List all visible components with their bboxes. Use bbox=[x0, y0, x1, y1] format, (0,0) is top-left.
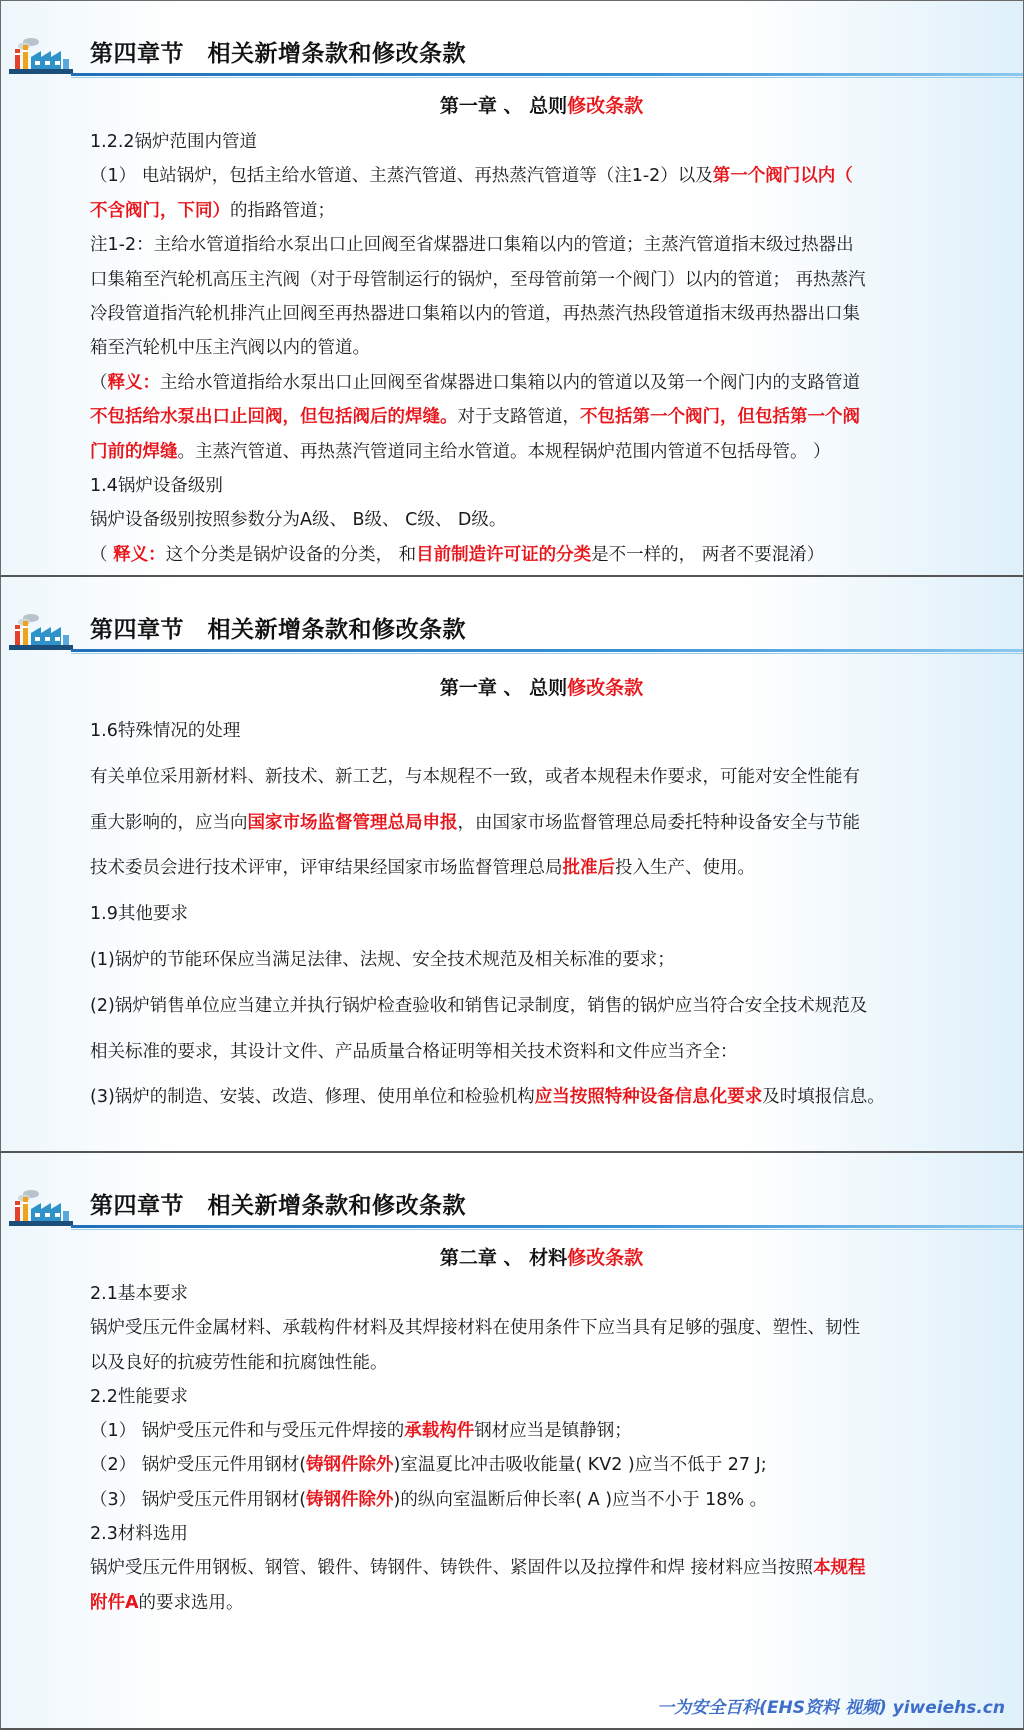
paragraph-line: （3） 锅炉受压元件用钢材(铸钢件除外)的纵向室温断后伸长率( A )应当不小于 18% 。 bbox=[90, 1489, 768, 1510]
paragraph-line: （2） 锅炉受压元件用钢材(铸钢件除外)室温夏比冲击吸收能量( KV2 )应当不低于 27 J; bbox=[90, 1455, 767, 1476]
header-rule bbox=[71, 73, 1023, 76]
paragraph-line: (3)锅炉的制造、安装、改造、修理、使用单位和检验机构应当按照特种设备信息化要求及时填报信息。 bbox=[90, 1087, 885, 1108]
slide-header bbox=[1, 577, 1023, 661]
factory-icon bbox=[9, 37, 77, 77]
paragraph-line: 锅炉受压元件用钢板、钢管、锻件、铸钢件、铸铁件、紧固件以及拉撑件和焊 接材料应当按照本规程 bbox=[90, 1558, 866, 1579]
paragraph-line: （释义：主给水管道指给水泵出口止回阀至省煤器进口集箱以内的管道以及第一个阀门内的支路管道 bbox=[90, 372, 860, 393]
paragraph-line: 冷段管道指汽轮机排汽止回阀至再热器进口集箱以内的管道，再热蒸汽热段管道指末级再热器出口集 bbox=[90, 304, 860, 325]
paragraph-line: 注1-2：主给水管道指给水泵出口止回阀至省煤器进口集箱以内的管道；主蒸汽管道指末级过热器出 bbox=[90, 235, 854, 256]
paragraph-line: 锅炉设备级别按照参数分为A级、 B级、 C级、 D级。 bbox=[90, 510, 507, 531]
paragraph-line: 2.1基本要求 bbox=[90, 1284, 188, 1304]
paragraph-line: 不含阀门，下同）的指路管道； bbox=[90, 200, 335, 221]
header-rule bbox=[71, 649, 1023, 652]
paragraph-line: 1.4锅炉设备级别 bbox=[90, 476, 223, 497]
paragraph-line: (2)锅炉销售单位应当建立并执行锅炉检查验收和销售记录制度，销售的锅炉应当符合安全技术规范及 bbox=[90, 995, 868, 1016]
slide-header bbox=[1, 1153, 1023, 1237]
slide-body bbox=[90, 1241, 963, 1620]
slide-title: 第四章节 相关新增条款和修改条款 bbox=[90, 41, 466, 67]
paragraph-line: 不包括给水泵出口止回阀，但包括阀后的焊缝。对于支路管道，不包括第一个阀门，但包括第一个阀 bbox=[90, 407, 860, 428]
paragraph-line: 箱至汽轮机中压主汽阀以内的管道。 bbox=[90, 338, 370, 359]
paragraph-line: 锅炉受压元件金属材料、承载构件材料及其焊接材料在使用条件下应当具有足够的强度、塑性、韧性 bbox=[90, 1318, 860, 1339]
paragraph-line: 2.3材料选用 bbox=[90, 1524, 188, 1545]
paragraph-line: 门前的焊缝。主蒸汽管道、再热蒸汽管道同主给水管道。本规程锅炉范围内管道不包括母管。 ） bbox=[90, 441, 831, 462]
slide-header bbox=[1, 1, 1023, 85]
factory-icon bbox=[9, 1189, 77, 1229]
paragraph-line: 附件A的要求选用。 bbox=[90, 1592, 244, 1613]
paragraph-line: 口集箱至汽轮机高压主汽阀（对于母管制运行的锅炉，至母管前第一个阀门）以内的管道； 再热蒸汽 bbox=[90, 269, 866, 290]
paragraph-line: 技术委员会进行技术评审，评审结果经国家市场监督管理总局批准后投入生产、使用。 bbox=[90, 858, 755, 879]
paragraph-line: (1)锅炉的节能环保应当满足法律、法规、安全技术规范及相关标准的要求； bbox=[90, 949, 675, 970]
slide-2 bbox=[0, 577, 1024, 1153]
paragraph-line: （ 释义：这个分类是锅炉设备的分类， 和目前制造许可证的分类是不一样的， 两者不要混淆） bbox=[90, 544, 825, 565]
slide-title: 第四章节 相关新增条款和修改条款 bbox=[90, 617, 466, 643]
header-rule-thin bbox=[71, 653, 1023, 654]
header-rule-thin bbox=[71, 77, 1023, 78]
header-rule-thin bbox=[71, 1229, 1023, 1230]
slide-title: 第四章节 相关新增条款和修改条款 bbox=[90, 1193, 466, 1219]
watermark-footer: 一为安全百科(EHS资料 视频) yiweiehs.cn bbox=[657, 1698, 1005, 1718]
paragraph-line: 1.9其他要求 bbox=[90, 904, 188, 925]
slide-1 bbox=[0, 0, 1024, 577]
header-rule bbox=[71, 1225, 1023, 1228]
paragraph-line: （1） 电站锅炉，包括主给水管道、主蒸汽管道、再热蒸汽管道等（注1-2）以及第一个阀门以内（ bbox=[90, 166, 853, 187]
factory-icon bbox=[9, 613, 77, 653]
paragraph-line: 相关标准的要求，其设计文件、产品质量合格证明等相关技术资料和文件应当齐全： bbox=[90, 1041, 738, 1062]
slide-3 bbox=[0, 1153, 1024, 1730]
chapter-heading: 第一章 、 总则修改条款 bbox=[439, 677, 644, 699]
paragraph-line: （1） 锅炉受压元件和与受压元件焊接的承载构件钢材应当是镇静钢； bbox=[90, 1421, 632, 1442]
chapter-heading: 第二章 、 材料修改条款 bbox=[439, 1247, 644, 1269]
paragraph-line: 1.2.2锅炉范围内管道 bbox=[90, 132, 258, 152]
paragraph-line: 有关单位采用新材料、新技术、新工艺，与本规程不一致，或者本规程未作要求，可能对安全性能有 bbox=[90, 766, 860, 787]
slide-body bbox=[90, 667, 963, 1121]
paragraph-line: 1.6特殊情况的处理 bbox=[90, 721, 241, 741]
paragraph-line: 2.2性能要求 bbox=[90, 1386, 188, 1407]
slide-body bbox=[90, 89, 963, 572]
chapter-heading: 第一章 、 总则修改条款 bbox=[439, 95, 644, 117]
paragraph-line: 重大影响的，应当向国家市场监督管理总局申报，由国家市场监督管理总局委托特种设备安全与节能 bbox=[90, 812, 860, 833]
paragraph-line: 以及良好的抗疲劳性能和抗腐蚀性能。 bbox=[90, 1352, 388, 1373]
